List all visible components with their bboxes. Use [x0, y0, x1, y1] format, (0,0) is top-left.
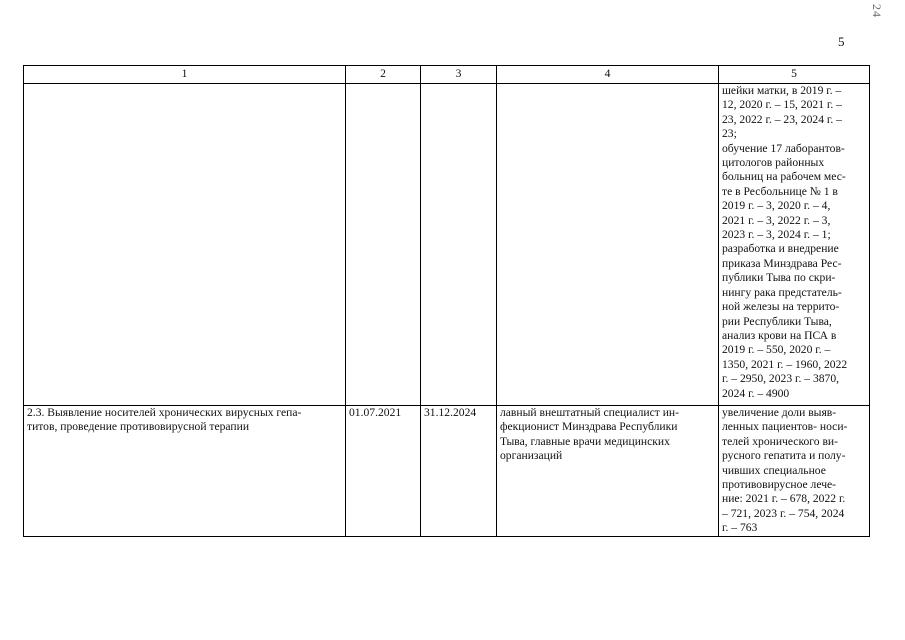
column-header-5: 5	[719, 66, 870, 84]
cell-responsible: лавный внештатный специалист ин- фекционист Минздрава Республики Тыва, главные врачи медицинских организаций	[497, 406, 719, 537]
page-corner-mark: 24	[870, 4, 884, 18]
cell-start-date: 01.07.2021	[346, 406, 421, 537]
cell-end-date	[421, 84, 497, 406]
table-row	[24, 406, 870, 537]
column-header-3: 3	[421, 66, 497, 84]
cell-result: увеличение доли выяв- ленных пациентов- носи- телей хронического ви- русного гепатита и полу- чивших специальное противовирусное лече- ние: 2021 г. – 678, 2022 г. – 721, 2023 г. – 754, 2024 г. – 763	[719, 406, 870, 537]
page-number: 5	[838, 34, 845, 49]
cell-measure: 2.3. Выявление носителей хронических вирусных гепа- титов, проведение противовирусной терапии	[24, 406, 346, 537]
cell-responsible	[497, 84, 719, 406]
cell-measure	[24, 84, 346, 406]
column-header-1: 1	[24, 66, 346, 84]
table-row	[24, 84, 870, 406]
column-header-4: 4	[497, 66, 719, 84]
cell-result: шейки матки, в 2019 г. – 12, 2020 г. – 15, 2021 г. – 23, 2022 г. – 23, 2024 г. – 23; обучение 17 лаборантов- цитологов районных больниц на рабочем мес- те в Ресбольнице № 1 в 2019 г. – 3, 2020 г. – 4, 2021 г. – 3, 2022 г. – 3, 2023 г. – 3, 2024 г. – 1; разработка и внедрение приказа Минздрава Рес- публики Тыва по скри- нингу рака предстатель- ной железы на террито- рии Республики Тыва, анализ крови на ПСА в 2019 г. – 550, 2020 г. – 1350, 2021 г. – 1960, 2022 г. – 2950, 2023 г. – 3870, 2024 г. – 4900	[719, 84, 870, 406]
document-table	[23, 65, 870, 537]
column-header-2: 2	[346, 66, 421, 84]
cell-end-date: 31.12.2024	[421, 406, 497, 537]
table-header-row	[24, 66, 870, 84]
cell-start-date	[346, 84, 421, 406]
